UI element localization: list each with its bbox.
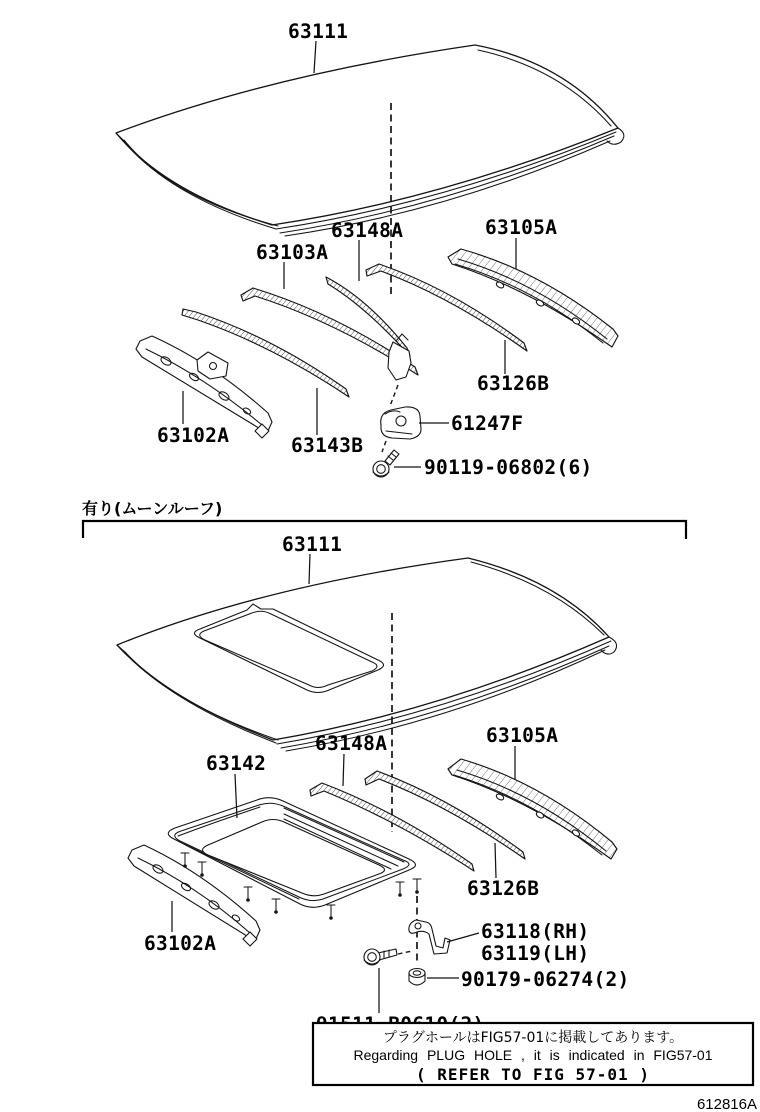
grommet-90179-drawing bbox=[409, 969, 425, 986]
label-housing-63142: 63142 bbox=[206, 752, 267, 775]
bracket-63118-drawing bbox=[409, 920, 450, 954]
front-header-drawing-top bbox=[136, 336, 272, 438]
label-header-front-top: 63102A bbox=[157, 424, 230, 447]
note-line-japanese: プラグホールはFIG57-01に掲載してあります。 bbox=[382, 1030, 684, 1046]
rear-header-63105a-drawing-top bbox=[448, 249, 618, 347]
moonroof-variant-label: 有り(ムーンルーフ) bbox=[82, 499, 223, 518]
bolt-91511-drawing bbox=[364, 949, 397, 965]
rear-header-63105a-drawing-bottom bbox=[448, 759, 617, 859]
label-header-rear-top: 63105A bbox=[485, 216, 558, 239]
note-line-english: Regarding PLUG HOLE , it is indicated in FIG57-01 bbox=[353, 1047, 713, 1063]
label-header-front-bottom: 63102A bbox=[144, 932, 217, 955]
roof-panel-drawing-bottom bbox=[117, 558, 617, 751]
label-grommet-90179: 90179-06274(2) bbox=[461, 968, 630, 991]
roof-panel-drawing-top bbox=[116, 45, 624, 236]
bow-to-bracket-dashed-top bbox=[390, 385, 398, 406]
label-roof-panel-top: 63111 bbox=[288, 20, 349, 43]
bracket-61247f-drawing bbox=[381, 407, 421, 439]
bolt-90119-drawing bbox=[373, 450, 399, 477]
label-bow-63126b-top: 63126B bbox=[477, 372, 550, 395]
bottom-diagram-moonroof bbox=[117, 533, 630, 1036]
note-line-refer: ( REFER TO FIG 57-01 ) bbox=[416, 1065, 650, 1084]
figure-doc-number: 612816A bbox=[696, 1096, 757, 1112]
label-bow-63126b-bottom: 63126B bbox=[467, 877, 540, 900]
label-header-rear-bottom: 63105A bbox=[486, 724, 559, 747]
plug-hole-note-box bbox=[313, 1023, 753, 1085]
section-bracket-line bbox=[83, 521, 686, 539]
label-bolt-90119: 90119-06802(6) bbox=[424, 456, 593, 479]
bolt-to-frame-dashed bbox=[398, 951, 412, 954]
bracket-to-bolt-dashed-top bbox=[382, 441, 386, 452]
label-bow-63148a-bottom: 63148A bbox=[315, 732, 388, 755]
label-bow-63143b: 63143B bbox=[291, 434, 364, 457]
top-diagram-standard-roof bbox=[116, 20, 624, 479]
moonroof-section-header bbox=[82, 499, 686, 539]
label-bracket-61247f: 61247F bbox=[451, 412, 524, 435]
label-bracket-lh: 63119(LH) bbox=[481, 942, 590, 965]
label-bow-63148a-top: 63148A bbox=[331, 219, 404, 242]
label-bracket-rh: 63118(RH) bbox=[481, 920, 590, 943]
label-bow-63103a: 63103A bbox=[256, 241, 329, 264]
label-roof-panel-bottom: 63111 bbox=[282, 533, 343, 556]
